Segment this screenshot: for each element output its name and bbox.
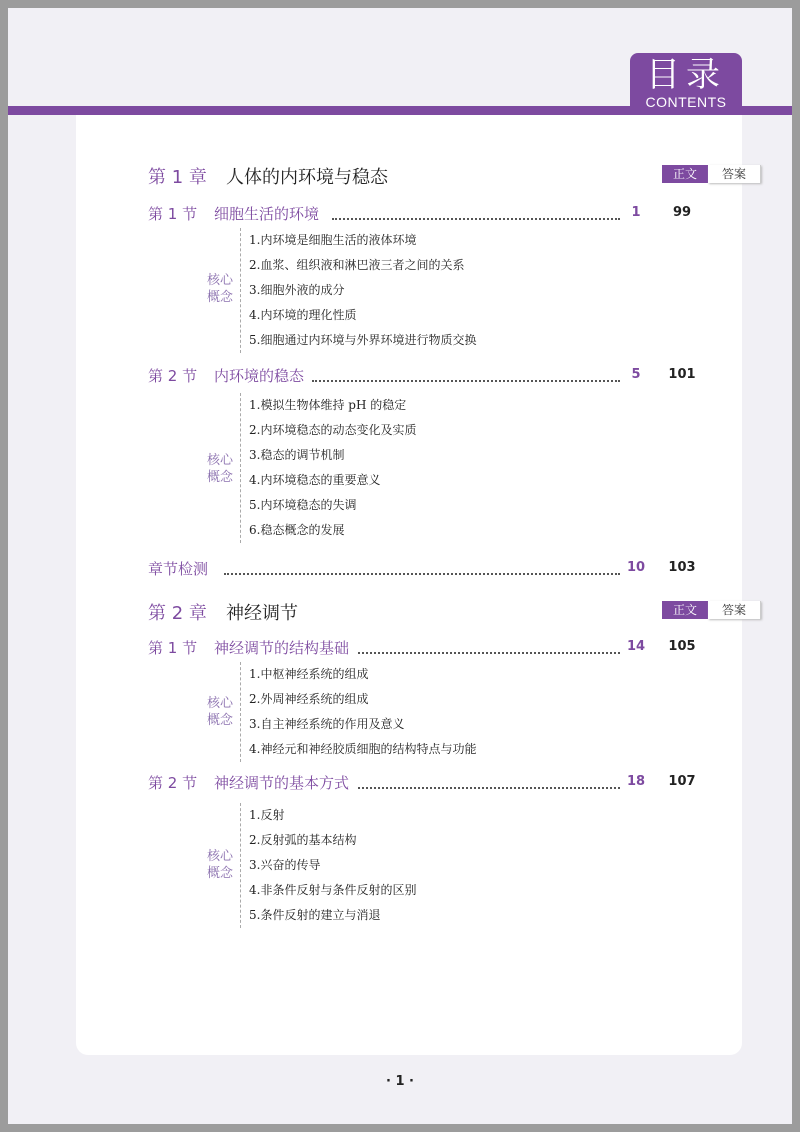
chapter-tags bbox=[662, 601, 760, 619]
concept-item: 2.反射弧的基本结构 bbox=[249, 833, 357, 847]
concept-list bbox=[240, 803, 416, 928]
page-number: 14 bbox=[626, 639, 646, 654]
chapter-number: 第 1 章 bbox=[148, 167, 207, 188]
section-title: 神经调节的结构基础 bbox=[214, 639, 350, 657]
concept-item: 4.内环境稳态的重要意义 bbox=[249, 473, 381, 487]
chapter-number: 第 2 章 bbox=[148, 603, 207, 624]
concept-item: 1.内环境是细胞生活的液体环境 bbox=[249, 233, 417, 247]
section-title: 细胞生活的环境 bbox=[214, 205, 320, 223]
concept-item: 1.模拟生物体维持 pH 的稳定 bbox=[249, 398, 407, 412]
section-number: 第 1 节 bbox=[148, 639, 198, 657]
core-concept-label: 核心 概念 bbox=[206, 273, 233, 305]
chapter-1-heading bbox=[148, 163, 760, 189]
concept-item: 4.非条件反射与条件反射的区别 bbox=[249, 883, 417, 897]
header-tab bbox=[630, 53, 742, 113]
concept-list bbox=[240, 662, 476, 762]
section-1-1[interactable] bbox=[148, 203, 692, 225]
core-concept-label: 核心 概念 bbox=[206, 453, 233, 485]
leader-dots bbox=[332, 218, 620, 220]
leader-dots bbox=[224, 573, 620, 575]
answer-tag: 答案 bbox=[708, 601, 761, 619]
page-number: 10 bbox=[626, 560, 646, 575]
leader-dots bbox=[358, 652, 620, 654]
concept-item: 3.稳态的调节机制 bbox=[249, 448, 345, 462]
chapter-title: 神经调节 bbox=[226, 603, 298, 624]
page-number: 1 bbox=[631, 205, 641, 220]
chapter-1-review[interactable] bbox=[148, 558, 696, 580]
page-number: 5 bbox=[631, 367, 641, 382]
answer-page-number: 103 bbox=[668, 560, 696, 575]
footer-page-number: · 1 · bbox=[386, 1074, 414, 1089]
concept-item: 1.反射 bbox=[249, 808, 285, 822]
leader-dots bbox=[358, 787, 620, 789]
concept-item: 2.外周神经系统的组成 bbox=[249, 692, 369, 706]
answer-page-number: 99 bbox=[672, 205, 692, 220]
body-tag: 正文 bbox=[662, 165, 708, 183]
toc-card bbox=[76, 115, 746, 1055]
core-concept-label: 核心 概念 bbox=[206, 696, 233, 728]
chapter-title: 人体的内环境与稳态 bbox=[226, 167, 388, 188]
concept-list bbox=[240, 228, 476, 353]
review-title: 章节检测 bbox=[148, 560, 209, 578]
section-2-1[interactable] bbox=[148, 637, 696, 659]
page-number: 18 bbox=[626, 774, 646, 789]
body-tag: 正文 bbox=[662, 601, 708, 619]
section-title: 内环境的稳态 bbox=[214, 367, 305, 385]
concept-item: 5.内环境稳态的失调 bbox=[249, 498, 357, 512]
concept-item: 5.细胞通过内环境与外界环境进行物质交换 bbox=[249, 333, 477, 347]
concept-item: 2.内环境稳态的动态变化及实质 bbox=[249, 423, 417, 437]
concept-item: 3.细胞外液的成分 bbox=[249, 283, 345, 297]
page bbox=[8, 8, 792, 1124]
answer-page-number: 107 bbox=[668, 774, 696, 789]
concept-item: 6.稳态概念的发展 bbox=[249, 523, 345, 537]
section-2-2[interactable] bbox=[148, 772, 696, 794]
chapter-2-heading bbox=[148, 599, 760, 625]
page-title: 目录 bbox=[646, 55, 726, 95]
concept-item: 3.自主神经系统的作用及意义 bbox=[249, 717, 405, 731]
concept-item: 3.兴奋的传导 bbox=[249, 858, 321, 872]
concept-item: 4.内环境的理化性质 bbox=[249, 308, 357, 322]
section-number: 第 1 节 bbox=[148, 205, 198, 223]
section-number: 第 2 节 bbox=[148, 367, 198, 385]
page-subtitle: CONTENTS bbox=[645, 94, 727, 110]
section-1-2[interactable] bbox=[148, 365, 696, 387]
answer-tag: 答案 bbox=[708, 165, 761, 183]
concept-list bbox=[240, 393, 416, 543]
core-concept-label: 核心 概念 bbox=[206, 849, 233, 881]
leader-dots bbox=[312, 380, 620, 382]
concept-item: 2.血浆、组织液和淋巴液三者之间的关系 bbox=[249, 258, 465, 272]
concept-item: 1.中枢神经系统的组成 bbox=[249, 667, 369, 681]
concept-item: 4.神经元和神经胶质细胞的结构特点与功能 bbox=[249, 742, 477, 756]
answer-page-number: 105 bbox=[668, 639, 696, 654]
concept-item: 5.条件反射的建立与消退 bbox=[249, 908, 381, 922]
section-title: 神经调节的基本方式 bbox=[214, 774, 350, 792]
section-number: 第 2 节 bbox=[148, 774, 198, 792]
answer-page-number: 101 bbox=[668, 367, 696, 382]
chapter-tags bbox=[662, 165, 760, 183]
